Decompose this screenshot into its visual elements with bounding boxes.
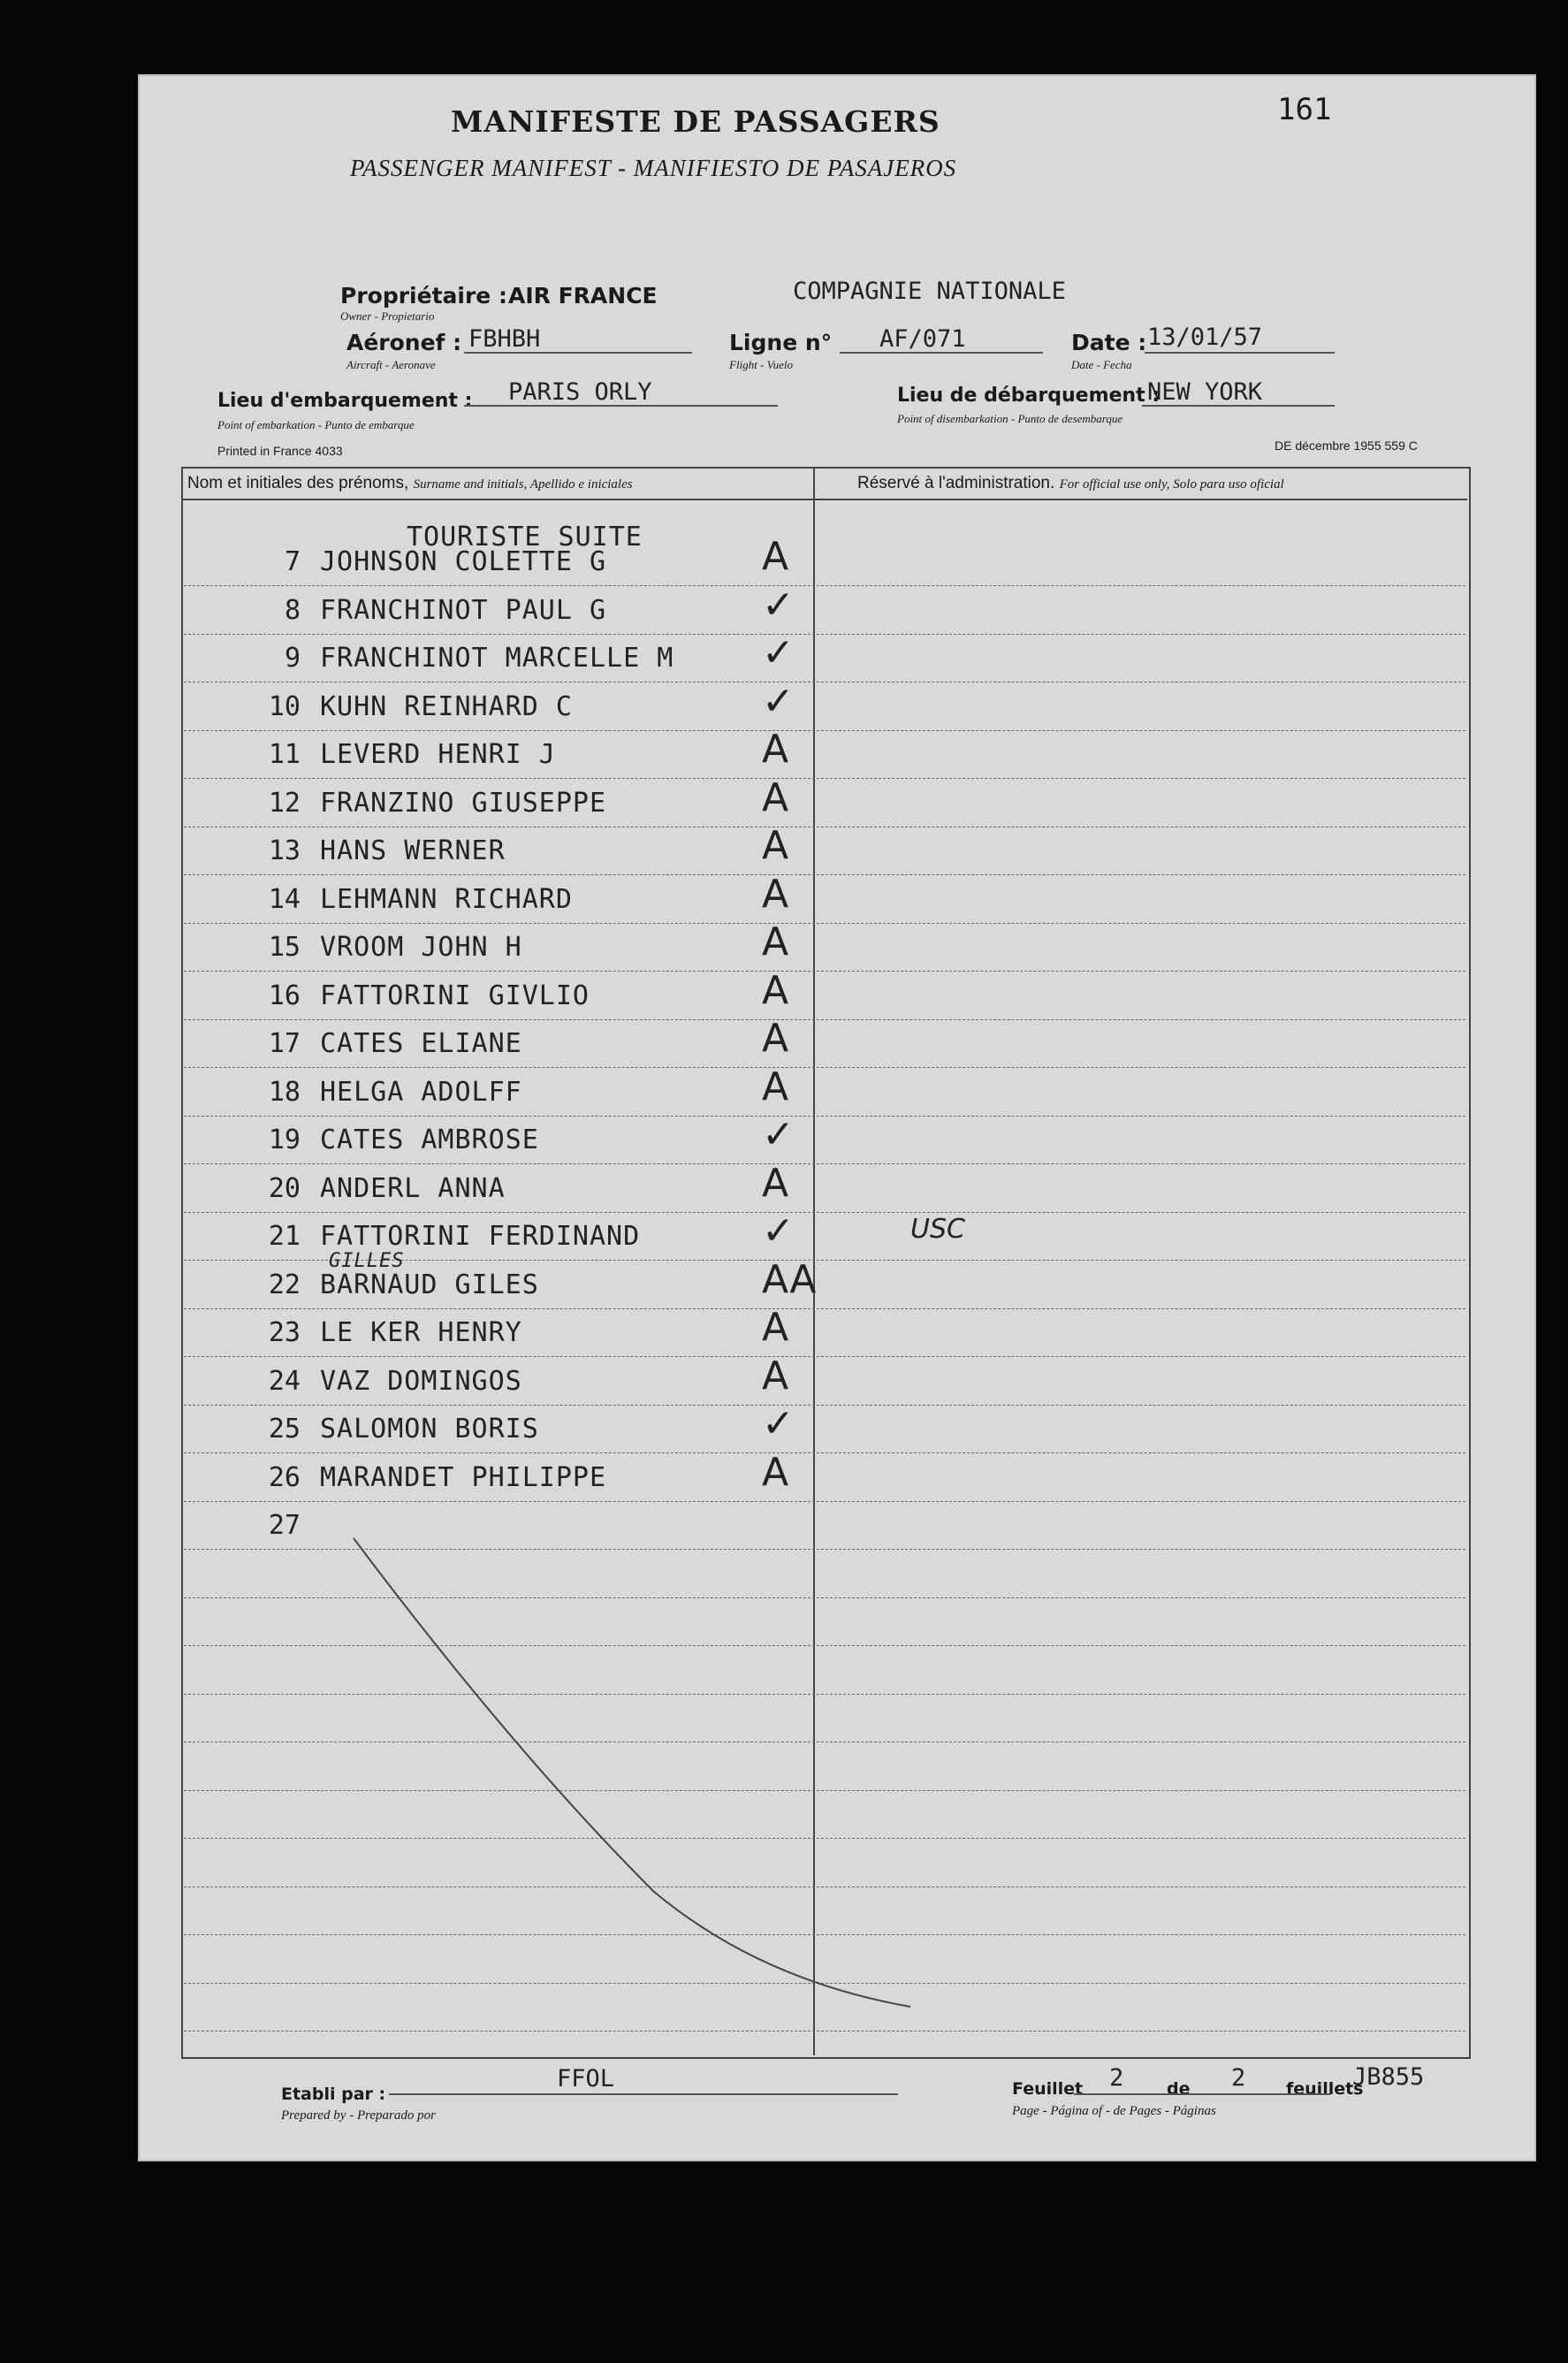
row-number: 25: [268, 1414, 301, 1444]
passenger-name: LE KER HENRY: [320, 1317, 522, 1348]
check-mark: ✓: [762, 630, 795, 675]
row-rule: [184, 634, 1465, 635]
passenger-name: LEVERD HENRI J: [320, 739, 556, 770]
check-mark: A: [762, 774, 789, 820]
passenger-name: FRANCHINOT PAUL G: [320, 594, 607, 626]
row-number: 13: [268, 835, 301, 866]
row-number: 27: [268, 1510, 301, 1541]
owner-sub: Owner - Propietario: [340, 309, 435, 323]
manifest-subtitle: PASSENGER MANIFEST - MANIFIESTO DE PASAJEROS: [350, 155, 957, 181]
check-mark: AA: [762, 1256, 817, 1302]
check-mark: A: [762, 1063, 789, 1109]
row-rule: [184, 1163, 1465, 1164]
handwritten-correction: GILLES: [329, 1249, 405, 1272]
row-number: 15: [268, 932, 301, 963]
date-value: 13/01/57: [1147, 324, 1263, 351]
disembark-value: NEW YORK: [1147, 378, 1263, 406]
check-mark: A: [762, 1016, 789, 1061]
prepared-value: FFOL: [557, 2065, 615, 2092]
cross-out-stroke: [336, 1521, 937, 2016]
row-number: 8: [284, 594, 301, 626]
check-mark: ✓: [762, 582, 795, 628]
disembark-label: Lieu de débarquement :: [897, 385, 1161, 407]
passenger-name: VROOM JOHN H: [320, 932, 522, 963]
passenger-name: ANDERL ANNA: [320, 1172, 506, 1204]
aircraft-label: Aéronef :: [346, 330, 462, 355]
passenger-name: MARANDET PHILIPPE: [320, 1461, 607, 1493]
admin-note: USC: [910, 1214, 965, 1245]
row-rule: [184, 923, 1465, 924]
row-rule: [184, 1405, 1465, 1406]
row-number: 22: [268, 1269, 301, 1300]
passenger-name: FRANCHINOT MARCELLE M: [320, 643, 674, 674]
form-code: DE décembre 1955 559 C: [1275, 438, 1418, 453]
row-number: 17: [268, 1028, 301, 1059]
check-mark: A: [762, 823, 789, 868]
row-number: 9: [284, 643, 301, 674]
check-mark: ✓: [762, 1112, 795, 1157]
row-number: 20: [268, 1172, 301, 1204]
owner-value: AIR FRANCE: [508, 283, 658, 309]
date-sub: Date - Fecha: [1071, 358, 1132, 371]
row-rule: [184, 1356, 1465, 1357]
aircraft-value: FBHBH: [468, 325, 541, 353]
passenger-name: VAZ DOMINGOS: [320, 1365, 522, 1397]
admin-column-header: Réservé à l'administration. For official use only, Solo para uso oficial: [857, 474, 1284, 492]
flight-label: Ligne n°: [729, 330, 833, 355]
owner-label: Propriétaire :: [340, 283, 507, 309]
row-number: 16: [268, 980, 301, 1011]
row-rule: [184, 730, 1465, 731]
pages-sub: Page - Página of - de Pages - Páginas: [1012, 2104, 1216, 2118]
row-number: 18: [268, 1076, 301, 1108]
row-rule: [184, 585, 1465, 586]
row-number: 26: [268, 1461, 301, 1493]
embark-label: Lieu d'embarquement :: [217, 390, 473, 412]
row-number: 21: [268, 1221, 301, 1252]
flight-sub: Flight - Vuelo: [729, 358, 793, 371]
passenger-name: FATTORINI GIVLIO: [320, 980, 590, 1011]
flight-value: AF/071: [879, 325, 966, 353]
row-rule: [184, 1452, 1465, 1453]
row-number: 24: [268, 1365, 301, 1397]
row-rule: [184, 1212, 1465, 1213]
page-number: 161: [1277, 92, 1332, 127]
row-number: 23: [268, 1317, 301, 1348]
passenger-name: HELGA ADOLFF: [320, 1076, 522, 1108]
check-mark: A: [762, 534, 789, 579]
row-number: 10: [268, 690, 301, 722]
manifest-title: MANIFESTE DE PASSAGERS: [451, 104, 940, 139]
row-number: 11: [268, 739, 301, 770]
check-mark: A: [762, 919, 789, 964]
embark-sub: Point of embarkation - Punto de embarque: [217, 418, 415, 431]
check-mark: ✓: [762, 1208, 795, 1254]
check-mark: A: [762, 1305, 789, 1350]
row-rule: [184, 1308, 1465, 1309]
row-rule: [184, 1501, 1465, 1502]
row-number: 19: [268, 1124, 301, 1155]
sheet-value: 2: [1109, 2064, 1124, 2092]
passenger-name: KUHN REINHARD C: [320, 690, 573, 722]
passenger-name: BARNAUD GILES: [320, 1269, 539, 1300]
passenger-name: CATES AMBROSE: [320, 1124, 539, 1155]
stamp-code: JB855: [1352, 2063, 1425, 2091]
disembark-sub: Point of disembarkation - Punto de desembarque: [897, 412, 1123, 425]
check-mark: A: [762, 727, 789, 772]
check-mark: A: [762, 1353, 789, 1399]
name-column-header: Nom et initiales des prénoms, Surname and initials, Apellido e iniciales: [187, 474, 633, 492]
passenger-name: CATES ELIANE: [320, 1028, 522, 1059]
row-rule: [184, 778, 1465, 779]
pages-label: feuillets: [1286, 2079, 1364, 2099]
check-mark: ✓: [762, 678, 795, 724]
passenger-name: LEHMANN RICHARD: [320, 883, 573, 915]
passenger-name: SALOMON BORIS: [320, 1414, 539, 1444]
prepared-sub: Prepared by - Preparado por: [281, 2108, 436, 2123]
row-rule: [184, 1067, 1465, 1068]
row-rule: [184, 874, 1465, 875]
row-number: 12: [268, 787, 301, 819]
company-name: COMPAGNIE NATIONALE: [793, 278, 1066, 305]
passenger-name: HANS WERNER: [320, 835, 506, 866]
printed-note: Printed in France 4033: [217, 444, 343, 458]
row-rule: [184, 1019, 1465, 1020]
passenger-name: FRANZINO GIUSEPPE: [320, 787, 607, 819]
check-mark: ✓: [762, 1401, 795, 1446]
of-value: 2: [1231, 2064, 1246, 2092]
passenger-name: JOHNSON COLETTE G: [320, 546, 607, 577]
check-mark: A: [762, 967, 789, 1013]
prepared-label: Etabli par :: [281, 2085, 386, 2104]
check-mark: A: [762, 1449, 789, 1495]
row-number: 7: [284, 546, 301, 577]
of-label: de: [1167, 2079, 1191, 2099]
row-number: 14: [268, 883, 301, 915]
date-label: Date :: [1071, 330, 1147, 355]
section-title: TOURISTE SUITE: [407, 522, 643, 553]
row-rule: [184, 971, 1465, 972]
sheet-label: Feuillet: [1012, 2079, 1084, 2099]
embark-value: PARIS ORLY: [508, 378, 652, 406]
aircraft-sub: Aircraft - Aeronave: [346, 358, 436, 371]
row-rule: [184, 1116, 1465, 1117]
check-mark: A: [762, 1160, 789, 1206]
passenger-name: FATTORINI FERDINAND: [320, 1221, 641, 1252]
check-mark: A: [762, 871, 789, 917]
